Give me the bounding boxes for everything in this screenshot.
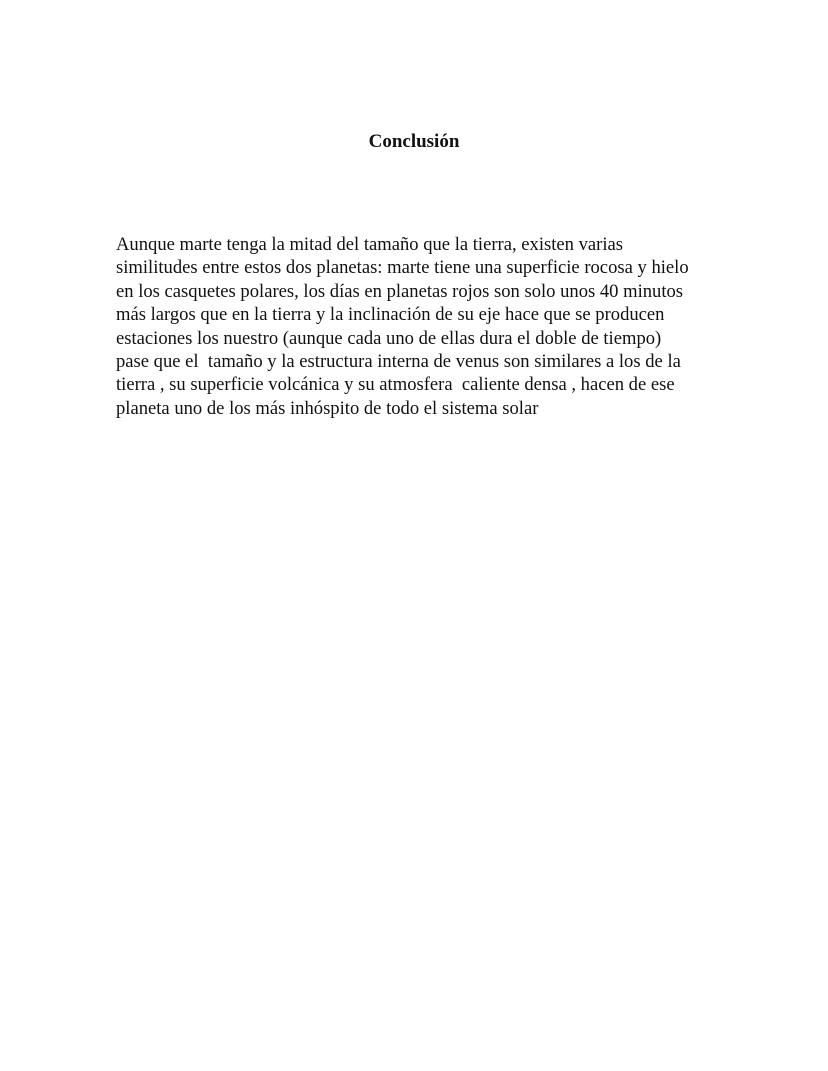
page-title [0, 130, 828, 154]
paragraph-line: tierra , su superficie volcánica y su atmosfera caliente densa , hacen de ese [116, 374, 675, 396]
paragraph-line: estaciones los nuestro (aunque cada uno de ellas dura el doble de tiempo) [116, 327, 662, 349]
paragraph-line: pase que el tamaño y la estructura interna de venus son similares a los de la [116, 351, 681, 373]
title-text: Conclusión [368, 131, 460, 152]
paragraph-line: en los casquetes polares, los días en planetas rojos son solo unos 40 minutos [116, 280, 684, 302]
paragraph-line: similitudes entre estos dos planetas: marte tiene una superficie rocosa y hielo [116, 257, 689, 279]
conclusion-paragraph [116, 233, 736, 420]
paragraph-line: más largos que en la tierra y la inclinación de su eje hace que se producen [116, 304, 665, 326]
paragraph-line: planeta uno de los más inhóspito de todo el sistema solar [116, 397, 539, 419]
paragraph-line: Aunque marte tenga la mitad del tamaño que la tierra, existen varias [116, 234, 623, 255]
